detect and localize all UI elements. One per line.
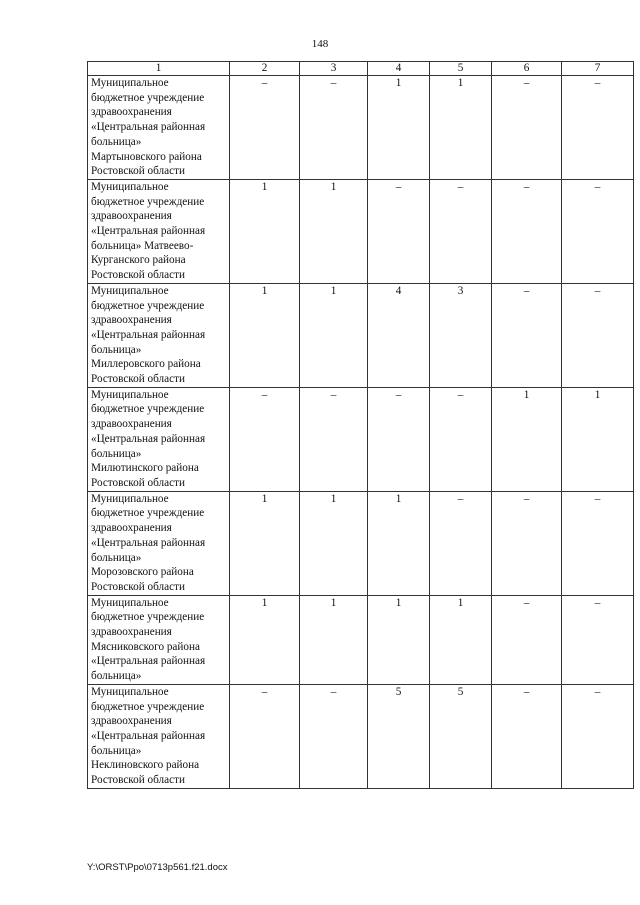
institution-name-line: Мясниковского района <box>91 640 200 653</box>
value-cell: 4 <box>368 283 430 387</box>
column-header: 6 <box>492 62 562 76</box>
institution-name-line: Миллеровского района <box>91 358 201 371</box>
table-row <box>88 684 634 788</box>
institution-name-cell <box>88 76 230 180</box>
institution-name-line: Милютинского района <box>91 462 199 475</box>
institution-name-cell <box>88 179 230 283</box>
institution-name-line: Ростовской области <box>91 373 185 386</box>
institution-name-line: здравоохранения <box>91 626 172 639</box>
value-cell: 1 <box>430 595 492 684</box>
institution-name-line: «Центральная районная <box>91 121 206 134</box>
institution-name-line: «Центральная районная <box>91 432 206 445</box>
table-row <box>88 491 634 595</box>
value-cell: – <box>562 684 634 788</box>
institution-name-cell <box>88 283 230 387</box>
institution-name-line: больница» <box>91 744 142 757</box>
institution-name-line: бюджетное учреждение <box>91 403 205 416</box>
value-cell: 1 <box>368 76 430 180</box>
value-cell: – <box>430 491 492 595</box>
institution-name-line: здравоохранения <box>91 715 172 728</box>
institution-name-line: бюджетное учреждение <box>91 700 205 713</box>
value-cell: 1 <box>492 387 562 491</box>
value-cell: – <box>300 387 368 491</box>
value-cell: – <box>562 283 634 387</box>
value-cell: – <box>230 76 300 180</box>
value-cell: 1 <box>300 595 368 684</box>
institution-name-line: «Центральная районная <box>91 328 206 341</box>
institution-name-line: бюджетное учреждение <box>91 507 205 520</box>
institution-name-line: здравоохранения <box>91 522 172 535</box>
institution-name-cell <box>88 684 230 788</box>
value-cell: – <box>492 491 562 595</box>
value-cell: – <box>492 684 562 788</box>
value-cell: – <box>300 76 368 180</box>
value-cell: 1 <box>230 283 300 387</box>
institution-name-line: больница» <box>91 135 142 148</box>
institution-name-line: здравоохранения <box>91 418 172 431</box>
column-header: 7 <box>562 62 634 76</box>
value-cell: 3 <box>430 283 492 387</box>
value-cell: 1 <box>430 76 492 180</box>
institution-name-line: больница» <box>91 447 142 460</box>
institution-name-line: бюджетное учреждение <box>91 299 205 312</box>
table-row <box>88 76 634 180</box>
institution-name-line: Муниципальное <box>91 284 169 297</box>
institution-name-line: «Центральная районная <box>91 536 206 549</box>
column-header: 4 <box>368 62 430 76</box>
value-cell: 1 <box>368 595 430 684</box>
value-cell: – <box>492 595 562 684</box>
institution-name-line: «Центральная районная <box>91 729 206 742</box>
value-cell: – <box>562 595 634 684</box>
column-header: 3 <box>300 62 368 76</box>
value-cell: – <box>230 387 300 491</box>
institution-name-line: Ростовской области <box>91 476 185 489</box>
institution-name-line: Муниципальное <box>91 685 169 698</box>
institution-name-cell <box>88 387 230 491</box>
value-cell: – <box>492 283 562 387</box>
value-cell: 1 <box>300 179 368 283</box>
institution-name-line: Муниципальное <box>91 596 169 609</box>
value-cell: – <box>562 76 634 180</box>
table-row <box>88 179 634 283</box>
column-header: 2 <box>230 62 300 76</box>
institution-name-line: Ростовской области <box>91 165 185 178</box>
header-row <box>88 62 634 76</box>
institution-name-line: больница» Матвеево- <box>91 239 194 252</box>
institution-name-line: больница» <box>91 670 142 683</box>
value-cell: 5 <box>368 684 430 788</box>
institution-name-line: Муниципальное <box>91 180 169 193</box>
institution-name-line: здравоохранения <box>91 210 172 223</box>
institution-name-line: Муниципальное <box>91 492 169 505</box>
data-table <box>87 61 634 789</box>
institution-name-line: «Центральная районная <box>91 655 206 668</box>
value-cell: 1 <box>562 387 634 491</box>
value-cell: 1 <box>300 491 368 595</box>
institution-name-line: здравоохранения <box>91 106 172 119</box>
institution-name-line: бюджетное учреждение <box>91 91 205 104</box>
value-cell: 1 <box>230 595 300 684</box>
institution-name-line: Курганского района <box>91 254 186 267</box>
institution-name-cell <box>88 595 230 684</box>
value-cell: – <box>492 76 562 180</box>
file-path-footer: Y:\ORST\Ppo\0713p561.f21.docx <box>87 862 228 873</box>
institution-name-line: Неклиновского района <box>91 759 200 772</box>
value-cell: – <box>430 179 492 283</box>
institution-name-line: Муниципальное <box>91 388 169 401</box>
page-number: 148 <box>311 38 329 50</box>
institution-name-cell <box>88 491 230 595</box>
value-cell: – <box>230 684 300 788</box>
table-row <box>88 283 634 387</box>
institution-name-line: Морозовского района <box>91 566 194 579</box>
institution-name-line: бюджетное учреждение <box>91 611 205 624</box>
value-cell: – <box>368 179 430 283</box>
value-cell: – <box>430 387 492 491</box>
institution-name-line: Ростовской области <box>91 774 185 787</box>
institution-name-line: Муниципальное <box>91 77 169 89</box>
value-cell: – <box>368 387 430 491</box>
institution-name-line: Мартыновского района <box>91 150 202 163</box>
value-cell: – <box>562 179 634 283</box>
institution-name-line: больница» <box>91 551 142 564</box>
table-row <box>88 595 634 684</box>
institution-name-line: здравоохранения <box>91 314 172 327</box>
institution-name-line: Ростовской области <box>91 269 185 282</box>
institution-name-line: бюджетное учреждение <box>91 195 205 208</box>
table-body <box>88 76 634 789</box>
value-cell: 1 <box>230 179 300 283</box>
value-cell: 1 <box>368 491 430 595</box>
value-cell: 1 <box>230 491 300 595</box>
column-header: 1 <box>88 62 230 76</box>
value-cell: – <box>300 684 368 788</box>
institution-name-line: «Центральная районная <box>91 225 206 238</box>
table-row <box>88 387 634 491</box>
value-cell: 1 <box>300 283 368 387</box>
institution-name-line: Ростовской области <box>91 580 185 593</box>
value-cell: – <box>492 179 562 283</box>
value-cell: – <box>562 491 634 595</box>
column-header: 5 <box>430 62 492 76</box>
institution-name-line: больница» <box>91 343 142 356</box>
value-cell: 5 <box>430 684 492 788</box>
